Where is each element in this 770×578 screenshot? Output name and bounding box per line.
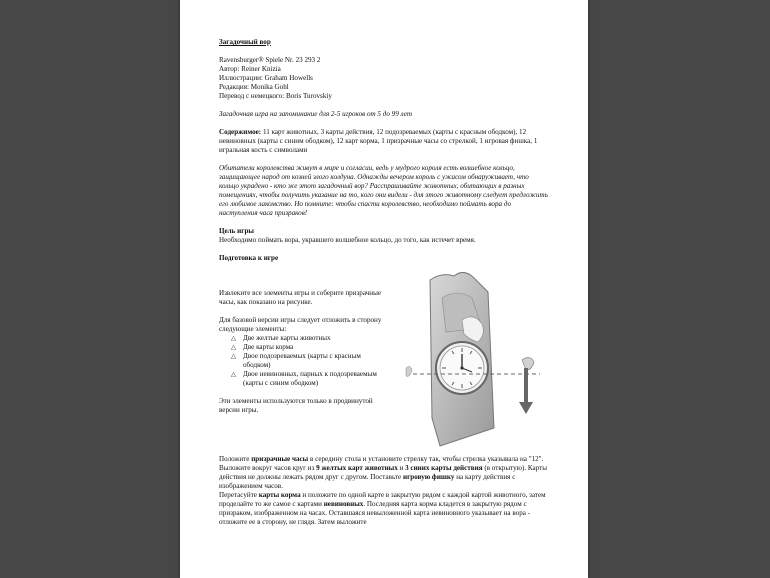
ghost-clock-illustration: [402, 268, 550, 448]
contents-label: Содержимое:: [219, 128, 262, 136]
goal-text: Необходимо поймать вора, укравшего волшебное кольцо, до того, как истечет время.: [219, 236, 476, 244]
triangle-bullet-icon: △: [231, 344, 236, 351]
document-page: [180, 0, 588, 578]
meta-line: Перевод с немецкого: Boris Turovskiy: [219, 92, 332, 100]
list-item: △ Две желтые карты животных: [231, 334, 331, 342]
triangle-bullet-icon: △: [231, 335, 236, 342]
setup-paragraph: Перетасуйте карты корма и положите по одной карте в закрытую рядом с каждой картой животного, затем проделайте то же самое с картами невиновных. Последняя карта корма кладется в закрытую рядом с призраком, изображенном на часах. Оставшаяся невыложенной карта невиновного указывает на вора - отложите ее в сторону, не глядя. Затем выложите: [219, 491, 546, 526]
publication-info: [219, 56, 549, 101]
list-item: △ Двое невиновных, парных к подозреваемым (карты с синим ободком): [231, 370, 377, 387]
game-subtitle: Загадочная игра на запоминание для 2-5 игроков от 5 до 99 лет: [219, 110, 412, 118]
setup-instructions: [219, 455, 549, 527]
prep-paragraph: Извлеките все элементы игры и соберите призрачные часы, как показано на рисунке.: [219, 289, 381, 306]
meta-line: Редакция: Monika Gohl: [219, 83, 289, 91]
contents-paragraph: [219, 128, 549, 155]
document-body: [219, 38, 549, 263]
prep-column: [219, 289, 384, 424]
story-paragraph: Обитатели королевства живут в мире и согласии, ведь у мудрого короля есть волшебное кольцо, защищающее народ от козней злого колдуна. Однажды вечером король с ужасом обнаруживает, что кольцо украдено - кто же этот загадочный вор? Расспрашивайте животных, обитающих в разных помещениях, чтобы получить указание на то, кого они видели - для этого животному следует предложить его любимое лакомство. Но помните: чтобы спасти королевство, необходимо поймать вора до наступления часа призраков!: [219, 164, 548, 217]
meta-line: Иллюстрации: Graham Howells: [219, 74, 313, 82]
list-item: △ Двое подозреваемых (карты с красным ободком): [231, 352, 361, 369]
setup-paragraph: Положите призрачные часы в середину стола и установите стрелку так, чтобы стрелка указывала на "12". Выложите вокруг часов круг из 9 желтых карт животных и 3 синих карты действия (в открытую). Карты действия не должны лежать рядом друг с другом. Поставьте игровую фишку на карту действия с изображением часов.: [219, 455, 547, 490]
goal-heading: Цель игры: [219, 227, 254, 235]
list-item: △ Две карты корма: [231, 343, 294, 351]
meta-line: Ravensburger® Spiele Nr. 23 293 2: [219, 56, 321, 64]
contents-text: 11 карт животных, 3 карты действия, 12 подозреваемых (карты с красным ободком), 12 невиновных (карты с синим ободком), 12 карт корма, 1 призрачные часы со стрелкой, 1 игровая фишка, 1 игральная кость с символами: [219, 128, 538, 154]
document-title: Загадочный вор: [219, 38, 271, 46]
prep-heading: Подготовка к игре: [219, 254, 279, 262]
prep-paragraph: Эти элементы используются только в продвинутой версии игры.: [219, 397, 373, 414]
prep-list: [219, 334, 384, 388]
triangle-bullet-icon: △: [231, 371, 236, 378]
triangle-bullet-icon: △: [231, 353, 236, 360]
prep-paragraph: Для базовой версии игры следует отложить в сторону следующие элементы:: [219, 316, 382, 333]
meta-line: Автор: Reiner Knizia: [219, 65, 281, 73]
